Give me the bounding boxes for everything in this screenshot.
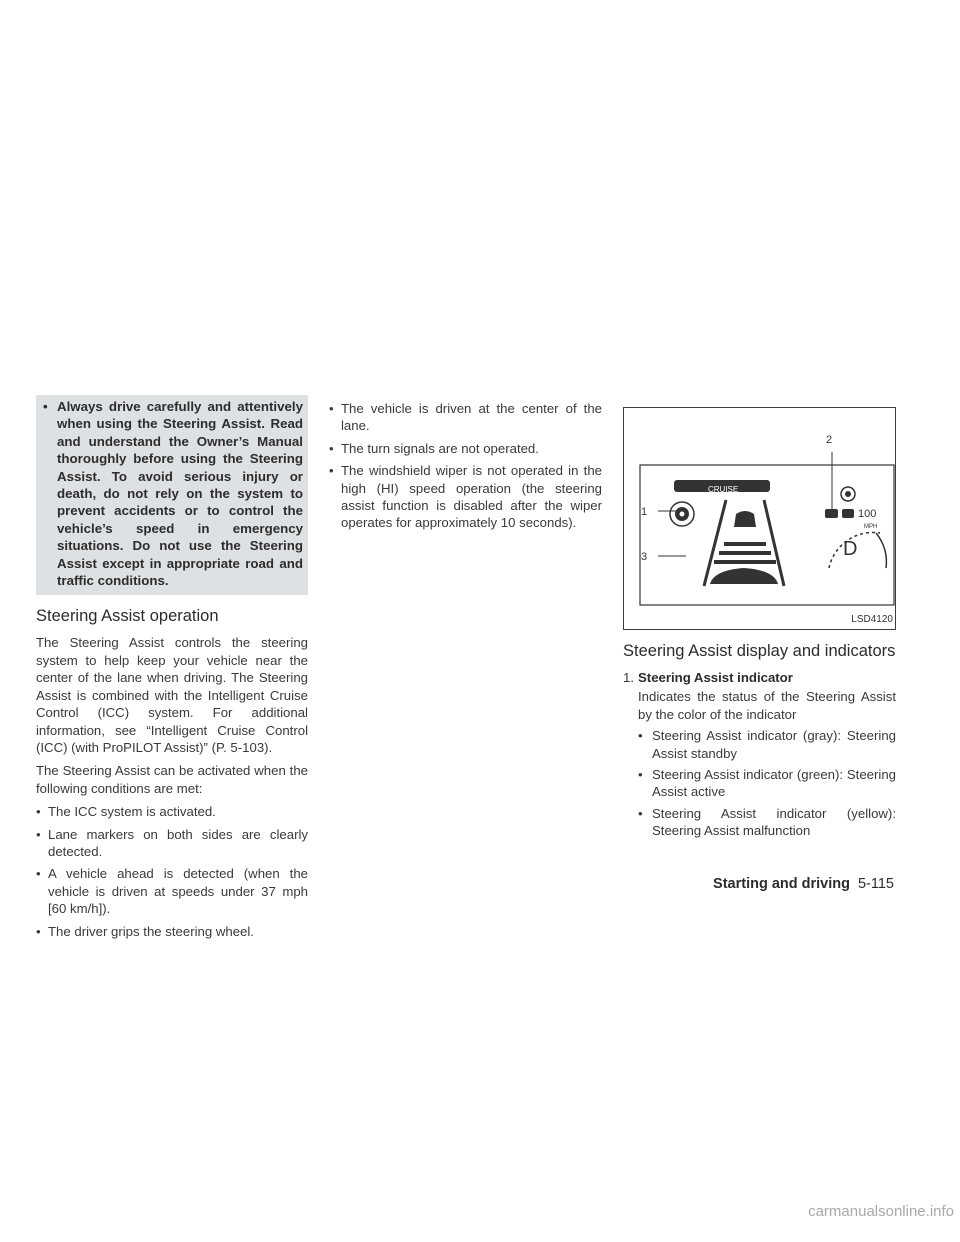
indicator-status-list xyxy=(638,727,896,839)
page-footer xyxy=(713,876,894,892)
page-number: 5-115 xyxy=(857,876,894,892)
indicator-list xyxy=(623,669,896,844)
distance-indicator xyxy=(842,509,854,518)
watermark: carmanualsonline.info xyxy=(808,1203,954,1220)
list-item: • The driver grips the steering wheel. xyxy=(36,923,254,939)
list-item: • Steering Assist indicator (green): Steering Assist active xyxy=(638,767,896,800)
list-item: • Steering Assist indicator (gray): Steering Assist standby xyxy=(638,728,896,761)
list-item: • The turn signals are not operated. xyxy=(329,440,539,456)
callout-3: 3 xyxy=(641,551,648,563)
indicator-title: Steering Assist indicator xyxy=(638,670,793,685)
conditions-list-continued xyxy=(329,400,602,532)
conditions-list xyxy=(36,803,308,940)
callout-1: 1 xyxy=(641,506,648,518)
list-item: • Lane markers on both sides are clearly detected. xyxy=(36,826,308,859)
operation-paragraph-1: The Steering Assist controls the steering system to help keep your vehicle near the center of the lane when driving. The Steering Assist is combined with the Intelligent Cruise Control (ICC) system. For additional information, see “Intelligent Cruise Control (ICC) (with ProPILOT Assist)” (P. 5-103). xyxy=(36,635,308,755)
speed-value: 100 xyxy=(858,508,877,520)
callout-2: 2 xyxy=(826,434,833,446)
speed-unit: MPH xyxy=(864,524,878,530)
indicator-description: Indicates the status of the Steering Assist by the color of the indicator xyxy=(638,689,896,722)
warning-box xyxy=(36,395,308,595)
list-item: • The windshield wiper is not operated in the high (HI) speed operation (the steering assist function is disabled after the wiper operates for approximately 10 seconds). xyxy=(329,463,602,531)
vehicle-ahead-icon xyxy=(734,511,756,527)
figure-code: LSD4120 xyxy=(851,613,893,625)
section-heading-display: Steering Assist display and indicators xyxy=(623,642,896,660)
steering-indicator-small xyxy=(825,509,838,518)
list-item: • A vehicle ahead is detected (when the vehicle is driven at speeds under 37 mph [60 km/h]). xyxy=(36,866,308,917)
footer-section: Starting and driving xyxy=(713,876,850,892)
dashboard-illustration xyxy=(624,408,895,629)
cruise-label: CRUISE xyxy=(708,485,739,494)
column-left xyxy=(36,400,308,945)
dashboard-display-figure xyxy=(623,407,896,630)
list-item: • The vehicle is driven at the center of the lane. xyxy=(329,401,602,434)
list-item: • The ICC system is activated. xyxy=(36,804,216,820)
column-middle xyxy=(329,400,602,537)
speed-arc-right xyxy=(876,533,886,568)
own-vehicle-icon xyxy=(710,568,778,584)
column-right xyxy=(623,400,896,848)
section-heading-operation: Steering Assist operation xyxy=(36,607,219,626)
gear-indicator: D xyxy=(843,538,858,560)
warning-bullet: • xyxy=(43,399,48,414)
warning-text: Always drive carefully and attentively when using the Steering Assist. Read and understand the Owner’s Manual thoroughly before using the Steering Assist. To avoid serious injury or death, do not rely on the system to prevent accidents or to control the vehicle’s speed in emergency situations. Do not use the Steering Assist except in appropriate road and traffic conditions. xyxy=(57,399,303,589)
operation-paragraph-2: The Steering Assist can be activated when the following conditions are met: xyxy=(36,763,308,796)
list-item: • Steering Assist indicator (yellow): Steering Assist malfunction xyxy=(638,805,896,839)
list-item: 1. Steering Assist indicator Indicates the status of the Steering Assist by the color of the indicator • Steering Assist indicator (gray): Steering Assist standby • Steering Assist indicator (green): Steering Assist active • Steering Assist indicator (yellow): Steering Assist malfunction xyxy=(623,670,896,839)
